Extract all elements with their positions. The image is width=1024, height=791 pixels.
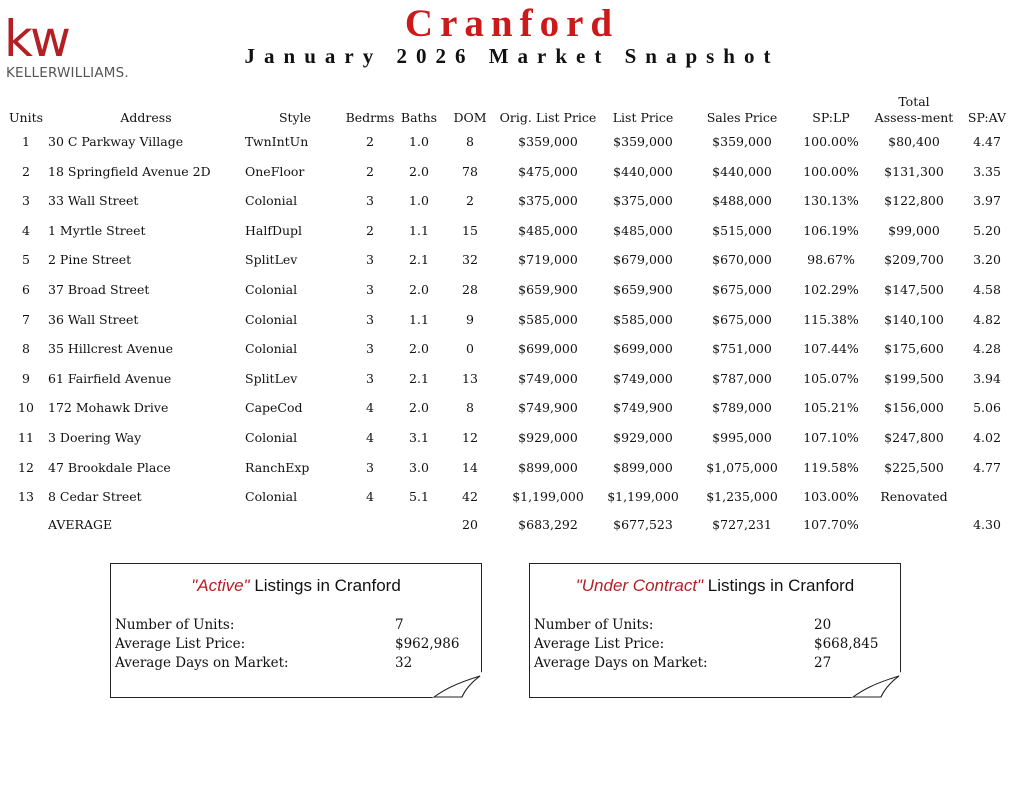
cell-sales-price: $359,000 bbox=[712, 134, 772, 149]
cell-unit: 3 bbox=[22, 193, 30, 208]
table-row bbox=[0, 279, 1024, 301]
cell-address: 35 Hillcrest Avenue bbox=[48, 341, 174, 356]
cell-orig-list-price: $699,000 bbox=[518, 341, 578, 356]
cell-unit: 13 bbox=[18, 489, 34, 504]
cell-dom: 0 bbox=[466, 341, 474, 356]
cell-orig-list-price: $359,000 bbox=[518, 134, 578, 149]
cell-unit: 4 bbox=[22, 223, 30, 238]
cell-orig-list-price: $929,000 bbox=[518, 430, 578, 445]
cell-address: 30 C Parkway Village bbox=[48, 134, 184, 149]
cell-total-assessment: $122,800 bbox=[884, 193, 944, 208]
kw-logo-mark: kw bbox=[4, 10, 68, 68]
cell-style: Colonial bbox=[245, 430, 298, 445]
cell-unit: 7 bbox=[22, 312, 30, 327]
cell-sp-av: 5.06 bbox=[973, 400, 1001, 415]
active-price-label: Average List Price: bbox=[115, 636, 246, 652]
col-units: Units bbox=[8, 110, 44, 125]
table-row bbox=[0, 249, 1024, 271]
average-sp-lp: 107.70% bbox=[803, 517, 859, 532]
cell-sp-lp: 102.29% bbox=[803, 282, 859, 297]
cell-bedrms: 2 bbox=[366, 223, 374, 238]
average-sales-price: $727,231 bbox=[712, 517, 772, 532]
cell-bedrms: 4 bbox=[366, 489, 374, 504]
average-label: AVERAGE bbox=[48, 517, 113, 532]
cell-sales-price: $787,000 bbox=[712, 371, 772, 386]
cell-sp-lp: 100.00% bbox=[803, 134, 859, 149]
col-address: Address bbox=[120, 110, 172, 125]
cell-address: 33 Wall Street bbox=[48, 193, 139, 208]
cell-list-price: $699,000 bbox=[613, 341, 673, 356]
cell-style: OneFloor bbox=[245, 164, 305, 179]
cell-orig-list-price: $719,000 bbox=[518, 252, 578, 267]
cell-sp-av: 4.77 bbox=[973, 460, 1001, 475]
average-sp-av: 4.30 bbox=[973, 517, 1001, 532]
cell-sales-price: $995,000 bbox=[712, 430, 772, 445]
cell-total-assessment: $99,000 bbox=[888, 223, 940, 238]
cell-total-assessment: $247,800 bbox=[884, 430, 944, 445]
cell-style: TwnIntUn bbox=[245, 134, 309, 149]
cell-unit: 5 bbox=[22, 252, 30, 267]
cell-unit: 2 bbox=[22, 164, 30, 179]
page-title: Cranford bbox=[404, 2, 620, 45]
cell-list-price: $679,000 bbox=[613, 252, 673, 267]
cell-sp-lp: 107.10% bbox=[803, 430, 859, 445]
cell-sales-price: $751,000 bbox=[712, 341, 772, 356]
cell-sp-lp: 115.38% bbox=[803, 312, 859, 327]
cell-baths: 1.0 bbox=[409, 193, 429, 208]
cell-sp-lp: 105.21% bbox=[803, 400, 859, 415]
cell-unit: 12 bbox=[18, 460, 34, 475]
cell-sp-av: 3.20 bbox=[973, 252, 1001, 267]
cell-total-assessment: $225,500 bbox=[884, 460, 944, 475]
table-row bbox=[0, 131, 1024, 153]
cell-unit: 6 bbox=[22, 282, 30, 297]
cell-sales-price: $488,000 bbox=[712, 193, 772, 208]
cell-style: SplitLev bbox=[245, 371, 298, 386]
cell-list-price: $749,900 bbox=[613, 400, 673, 415]
contract-dom-label: Average Days on Market: bbox=[534, 655, 708, 671]
cell-dom: 2 bbox=[466, 193, 474, 208]
cell-list-price: $585,000 bbox=[613, 312, 673, 327]
cell-orig-list-price: $749,900 bbox=[518, 400, 578, 415]
cell-dom: 15 bbox=[462, 223, 478, 238]
cell-sp-av: 4.28 bbox=[973, 341, 1001, 356]
cell-sales-price: $1,075,000 bbox=[706, 460, 778, 475]
cell-total-assessment: $140,100 bbox=[884, 312, 944, 327]
cell-unit: 11 bbox=[18, 430, 34, 445]
cell-total-assessment: $80,400 bbox=[888, 134, 940, 149]
cell-list-price: $929,000 bbox=[613, 430, 673, 445]
cell-sp-lp: 100.00% bbox=[803, 164, 859, 179]
contract-card-title-text: Listings in Cranford bbox=[703, 576, 855, 595]
cell-address: 3 Doering Way bbox=[48, 430, 142, 445]
cell-style: HalfDupl bbox=[245, 223, 303, 238]
cell-sales-price: $789,000 bbox=[712, 400, 772, 415]
cell-list-price: $375,000 bbox=[613, 193, 673, 208]
active-dom-label: Average Days on Market: bbox=[115, 655, 289, 671]
cell-total-assessment: $131,300 bbox=[884, 164, 944, 179]
cell-total-assessment: $199,500 bbox=[884, 371, 944, 386]
cell-sp-av: 4.58 bbox=[973, 282, 1001, 297]
cell-style: Colonial bbox=[245, 489, 298, 504]
col-sp-lp: SP:LP bbox=[812, 110, 850, 125]
col-dom: DOM bbox=[453, 110, 487, 125]
contract-dom-value: 27 bbox=[814, 655, 832, 671]
page-curl-icon bbox=[432, 672, 482, 698]
cell-sp-av: 3.35 bbox=[973, 164, 1001, 179]
active-card-title bbox=[111, 576, 481, 596]
cell-address: 18 Springfield Avenue 2D bbox=[48, 164, 211, 179]
cell-list-price: $899,000 bbox=[613, 460, 673, 475]
cell-style: Colonial bbox=[245, 312, 298, 327]
cell-address: 172 Mohawk Drive bbox=[48, 400, 169, 415]
page-curl-icon bbox=[851, 672, 901, 698]
cell-address: 61 Fairfield Avenue bbox=[48, 371, 172, 386]
cell-sp-av bbox=[962, 486, 1012, 508]
contract-card-title-emphasis: "Under Contract" bbox=[575, 576, 704, 595]
cell-dom: 14 bbox=[462, 460, 478, 475]
logo-wordmark: KELLERWILLIAMS. bbox=[6, 65, 129, 81]
page-subtitle: January 2026 Market Snapshot bbox=[244, 44, 780, 68]
active-card-title-emphasis: "Active" bbox=[191, 576, 250, 595]
cell-bedrms: 3 bbox=[366, 282, 374, 297]
active-dom-value: 32 bbox=[395, 655, 413, 671]
table-row bbox=[0, 190, 1024, 212]
cell-orig-list-price: $375,000 bbox=[518, 193, 578, 208]
cell-address: 8 Cedar Street bbox=[48, 489, 142, 504]
cell-sales-price: $675,000 bbox=[712, 282, 772, 297]
cell-total-assessment: $147,500 bbox=[884, 282, 944, 297]
active-units-label: Number of Units: bbox=[115, 617, 235, 633]
table-row bbox=[0, 220, 1024, 242]
cell-style: SplitLev bbox=[245, 252, 298, 267]
cell-bedrms: 3 bbox=[366, 371, 374, 386]
cell-style: Colonial bbox=[245, 282, 298, 297]
cell-style: Colonial bbox=[245, 193, 298, 208]
cell-baths: 3.0 bbox=[409, 460, 429, 475]
active-units-value: 7 bbox=[395, 617, 404, 633]
cell-sales-price: $670,000 bbox=[712, 252, 772, 267]
cell-baths: 2.0 bbox=[409, 282, 429, 297]
cell-sales-price: $515,000 bbox=[712, 223, 772, 238]
table-row bbox=[0, 397, 1024, 419]
cell-dom: 9 bbox=[466, 312, 474, 327]
contract-price-label: Average List Price: bbox=[534, 636, 665, 652]
cell-sp-lp: 106.19% bbox=[803, 223, 859, 238]
cell-list-price: $749,000 bbox=[613, 371, 673, 386]
cell-total-assessment: $209,700 bbox=[884, 252, 944, 267]
cell-sp-av: 5.20 bbox=[973, 223, 1001, 238]
cell-sp-lp: 119.58% bbox=[803, 460, 859, 475]
cell-bedrms: 3 bbox=[366, 341, 374, 356]
cell-bedrms: 3 bbox=[366, 252, 374, 267]
cell-sp-av: 4.02 bbox=[973, 430, 1001, 445]
table-row bbox=[0, 457, 1024, 479]
cell-sp-av: 4.47 bbox=[973, 134, 1001, 149]
cell-bedrms: 4 bbox=[366, 430, 374, 445]
cell-baths: 2.0 bbox=[409, 400, 429, 415]
cell-dom: 12 bbox=[462, 430, 478, 445]
cell-unit: 8 bbox=[22, 341, 30, 356]
cell-dom: 8 bbox=[466, 134, 474, 149]
cell-sp-lp: 105.07% bbox=[803, 371, 859, 386]
cell-style: RanchExp bbox=[245, 460, 310, 475]
cell-sp-av: 3.97 bbox=[973, 193, 1001, 208]
cell-sales-price: $1,235,000 bbox=[706, 489, 778, 504]
cell-baths: 1.1 bbox=[409, 312, 429, 327]
col-style: Style bbox=[278, 110, 312, 125]
table-row bbox=[0, 486, 1024, 508]
under-contract-listings-card bbox=[529, 563, 901, 698]
contract-price-value: $668,845 bbox=[814, 636, 879, 652]
cell-total-assessment: $156,000 bbox=[884, 400, 944, 415]
col-sp-av: SP:AV bbox=[967, 110, 1007, 125]
cell-orig-list-price: $749,000 bbox=[518, 371, 578, 386]
cell-total-assessment: $175,600 bbox=[884, 341, 944, 356]
cell-style: CapeCod bbox=[245, 400, 303, 415]
cell-address: 36 Wall Street bbox=[48, 312, 139, 327]
cell-orig-list-price: $1,199,000 bbox=[512, 489, 584, 504]
active-card-title-text: Listings in Cranford bbox=[249, 576, 401, 595]
average-orig-list-price: $683,292 bbox=[518, 517, 578, 532]
cell-sales-price: $440,000 bbox=[712, 164, 772, 179]
cell-list-price: $440,000 bbox=[613, 164, 673, 179]
cell-unit: 10 bbox=[18, 400, 34, 415]
cell-baths: 1.1 bbox=[409, 223, 429, 238]
cell-bedrms: 2 bbox=[366, 134, 374, 149]
col-sales-price: Sales Price bbox=[706, 110, 778, 125]
cell-orig-list-price: $475,000 bbox=[518, 164, 578, 179]
cell-baths: 2.0 bbox=[409, 341, 429, 356]
cell-dom: 28 bbox=[462, 282, 478, 297]
average-list-price: $677,523 bbox=[613, 517, 673, 532]
cell-unit: 9 bbox=[22, 371, 30, 386]
cell-list-price: $485,000 bbox=[613, 223, 673, 238]
active-listings-card bbox=[110, 563, 482, 698]
cell-bedrms: 3 bbox=[366, 193, 374, 208]
cell-sp-av: 3.94 bbox=[973, 371, 1001, 386]
cell-orig-list-price: $899,000 bbox=[518, 460, 578, 475]
cell-baths: 3.1 bbox=[409, 430, 429, 445]
cell-unit: 1 bbox=[22, 134, 30, 149]
cell-dom: 13 bbox=[462, 371, 478, 386]
contract-units-value: 20 bbox=[814, 617, 832, 633]
cell-sp-lp: 107.44% bbox=[803, 341, 859, 356]
cell-bedrms: 3 bbox=[366, 460, 374, 475]
contract-card-title bbox=[530, 576, 900, 596]
cell-sp-lp: 103.00% bbox=[803, 489, 859, 504]
cell-sales-price: $675,000 bbox=[712, 312, 772, 327]
cell-baths: 1.0 bbox=[409, 134, 429, 149]
cell-baths: 2.0 bbox=[409, 164, 429, 179]
cell-address: 37 Broad Street bbox=[48, 282, 150, 297]
cell-orig-list-price: $485,000 bbox=[518, 223, 578, 238]
col-total-assessment: Total Assess-ment bbox=[874, 94, 954, 125]
cell-sp-lp: 98.67% bbox=[807, 252, 855, 267]
cell-sp-av: 4.82 bbox=[973, 312, 1001, 327]
cell-address: 47 Brookdale Place bbox=[48, 460, 171, 475]
table-row bbox=[0, 309, 1024, 331]
cell-list-price: $359,000 bbox=[613, 134, 673, 149]
table-row bbox=[0, 427, 1024, 449]
cell-baths: 2.1 bbox=[409, 371, 429, 386]
active-price-value: $962,986 bbox=[395, 636, 460, 652]
cell-sp-lp: 130.13% bbox=[803, 193, 859, 208]
col-orig-list-price: Orig. List Price bbox=[499, 110, 597, 125]
cell-bedrms: 4 bbox=[366, 400, 374, 415]
col-bedrms: Bedrms bbox=[345, 110, 395, 125]
cell-list-price: $1,199,000 bbox=[607, 489, 679, 504]
cell-style: Colonial bbox=[245, 341, 298, 356]
cell-dom: 78 bbox=[462, 164, 478, 179]
cell-address: 1 Myrtle Street bbox=[48, 223, 146, 238]
cell-orig-list-price: $659,900 bbox=[518, 282, 578, 297]
cell-list-price: $659,900 bbox=[613, 282, 673, 297]
cell-baths: 2.1 bbox=[409, 252, 429, 267]
cell-baths: 5.1 bbox=[409, 489, 429, 504]
table-row bbox=[0, 338, 1024, 360]
average-dom: 20 bbox=[462, 517, 478, 532]
cell-address: 2 Pine Street bbox=[48, 252, 132, 267]
table-row bbox=[0, 161, 1024, 183]
cell-dom: 32 bbox=[462, 252, 478, 267]
average-row bbox=[0, 514, 1024, 536]
cell-bedrms: 2 bbox=[366, 164, 374, 179]
table-row bbox=[0, 368, 1024, 390]
cell-orig-list-price: $585,000 bbox=[518, 312, 578, 327]
cell-dom: 8 bbox=[466, 400, 474, 415]
col-list-price: List Price bbox=[612, 110, 674, 125]
cell-dom: 42 bbox=[462, 489, 478, 504]
col-baths: Baths bbox=[400, 110, 438, 125]
cell-bedrms: 3 bbox=[366, 312, 374, 327]
contract-units-label: Number of Units: bbox=[534, 617, 654, 633]
cell-total-assessment: Renovated bbox=[880, 489, 948, 504]
